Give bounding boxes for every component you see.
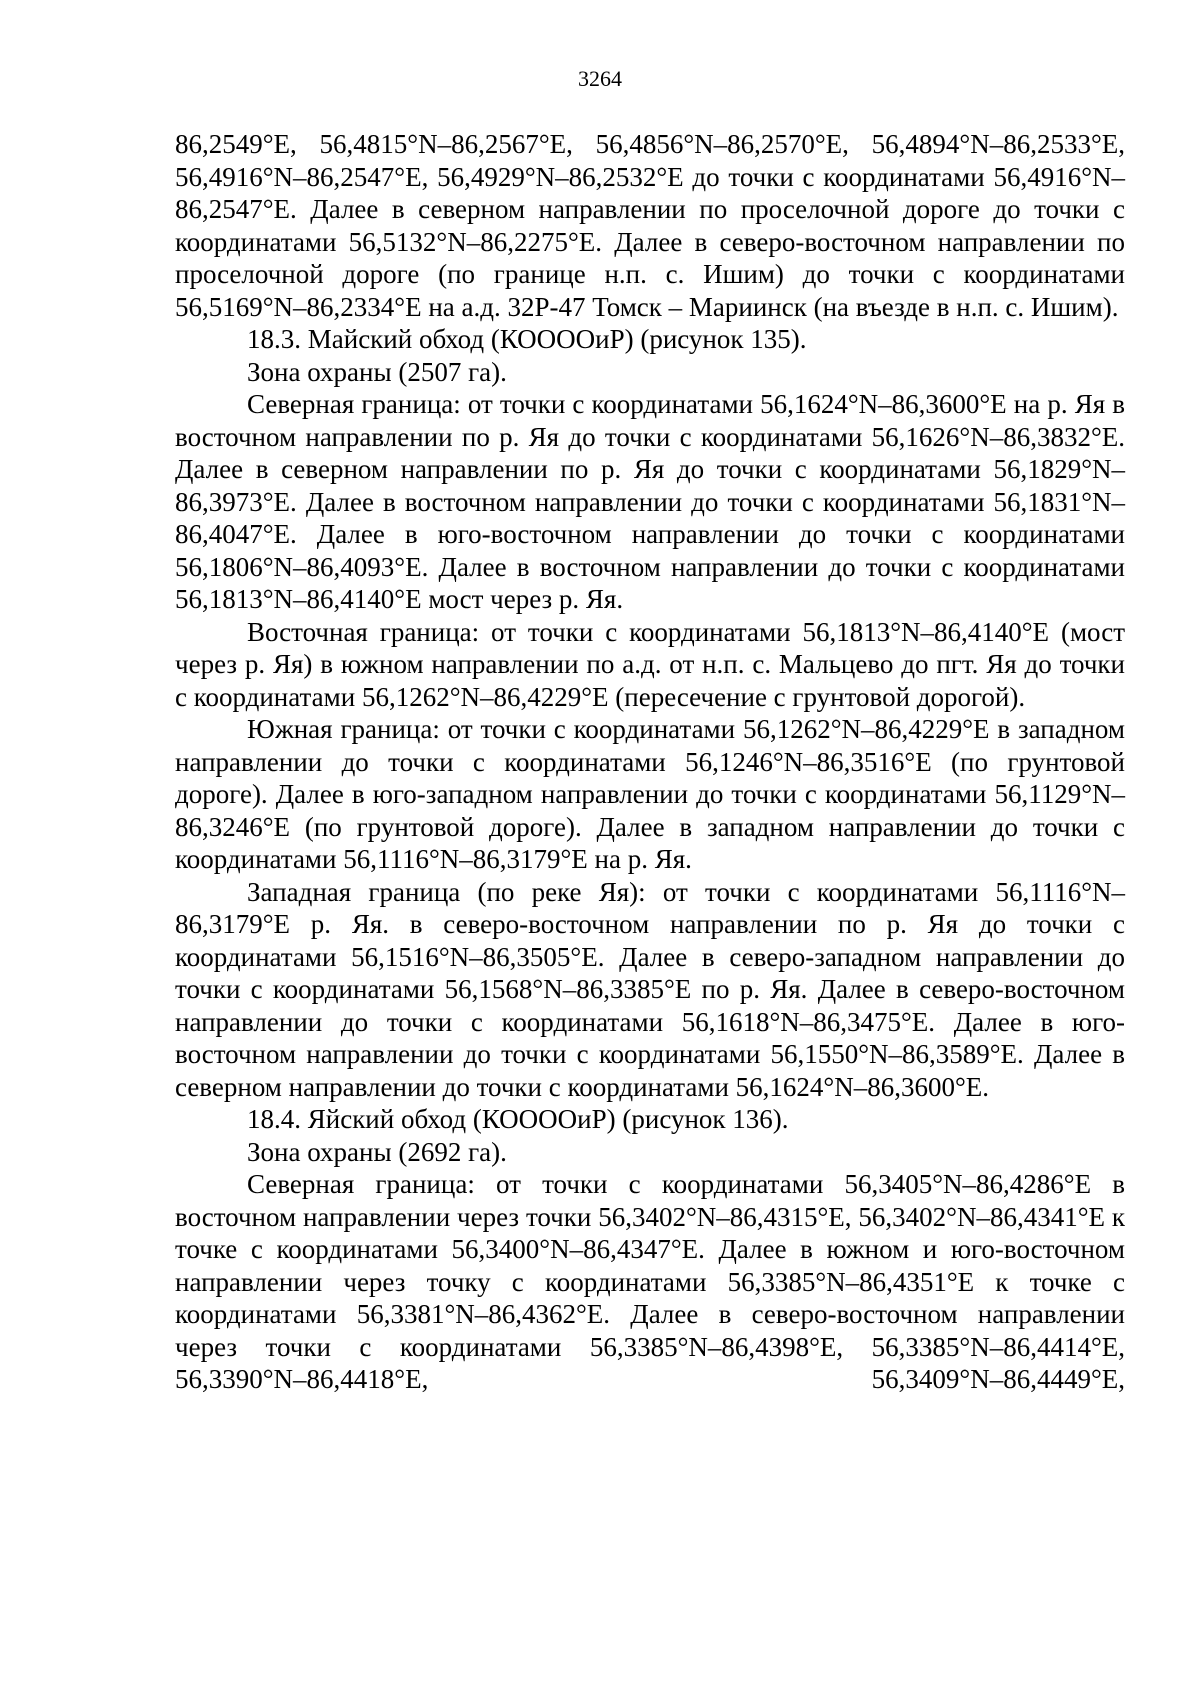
paragraph-east-boundary: Восточная граница: от точки с координатами 56,1813°N–86,4140°E (мост через р. Яя) в южном направлении по а.д. от н.п. с. Мальцево до пгт. Яя до точки с координатами 56,1262°N–86,4229°E (пересечение с грунтовой дорогой). xyxy=(175,616,1125,712)
protection-zone-area: Зона охраны (2692 га). xyxy=(247,1136,507,1167)
document-body xyxy=(175,128,1125,1396)
paragraph: 86,2549°E, 56,4815°N–86,2567°E, 56,4856°N–86,2570°E, 56,4894°N–86,2533°E, 56,4916°N–86,2547°E, 56,4929°N–86,2532°E до точки с координатами 56,4916°N–86,2547°E. Далее в северном направлении по проселочной дороге до точки с координатами 56,5132°N–86,2275°E. Далее в северо-восточном направлении по проселочной дороге (по границе н.п. с. Ишим) до точки с координатами 56,5169°N–86,2334°E на а.д. 32Р-47 Томск – Мариинск (на въезде в н.п. с. Ишим). xyxy=(175,129,1125,322)
section-heading-18-4: 18.4. Яйский обход (КООООиР) (рисунок 136). xyxy=(247,1104,789,1134)
protection-zone-area: Зона охраны (2507 га). xyxy=(247,356,507,387)
paragraph-north-boundary: Северная граница: от точки с координатами 56,1624°N–86,3600°E на р. Яя в восточном направлении по р. Яя до точки с координатами 56,1626°N–86,3832°E. Далее в северном направлении по р. Яя до точки с координатами 56,1829°N–86,3973°E. Далее в восточном направлении до точки с координатами 56,1831°N–86,4047°E. Далее в юго-восточном направлении до точки с координатами 56,1806°N–86,4093°E. Далее в восточном направлении до точки с координатами 56,1813°N–86,4140°E мост через р. Яя. xyxy=(175,389,1125,614)
paragraph-west-boundary: Западная граница (по реке Яя): от точки с координатами 56,1116°N–86,3179°E р. Яя. в северо-восточном направлении по р. Яя до точки с координатами 56,1516°N–86,3505°E. Далее в северо-западном направлении до точки с координатами 56,1568°N–86,3385°E по р. Яя. Далее в северо-восточном направлении до точки с координатами 56,1618°N–86,3475°E. Далее в юго-восточном направлении до точки с координатами 56,1550°N–86,3589°E. Далее в северном направлении до точки с координатами 56,1624°N–86,3600°E. xyxy=(175,876,1125,1102)
section-heading-18-3: 18.3. Майский обход (КООООиР) (рисунок 135). xyxy=(247,324,807,354)
paragraph-south-boundary: Южная граница: от точки с координатами 56,1262°N–86,4229°E в западном направлении до точки с координатами 56,1246°N–86,3516°E (по грунтовой дороге). Далее в юго-западном направлении до точки с координатами 56,1129°N–86,3246°E (по грунтовой дороге). Далее в западном направлении до точки с координатами 56,1116°N–86,3179°E на р. Яя. xyxy=(175,714,1125,874)
page-number: 3264 xyxy=(578,66,622,91)
paragraph-north-boundary: Северная граница: от точки с координатами 56,3405°N–86,4286°E в восточном направлении через точки 56,3402°N–86,4315°E, 56,3402°N–86,4341°E к точке с координатами 56,3400°N–86,4347°E. Далее в южном и юго-восточном направлении через точку с координатами 56,3385°N–86,4351°E к точке с координатами 56,3381°N–86,4362°E. Далее в северо-восточном направлении через точки с координатами 56,3385°N–86,4398°E, 56,3385°N–86,4414°E, 56,3390°N–86,4418°E, 56,3409°N–86,4449°E, xyxy=(175,1169,1125,1394)
